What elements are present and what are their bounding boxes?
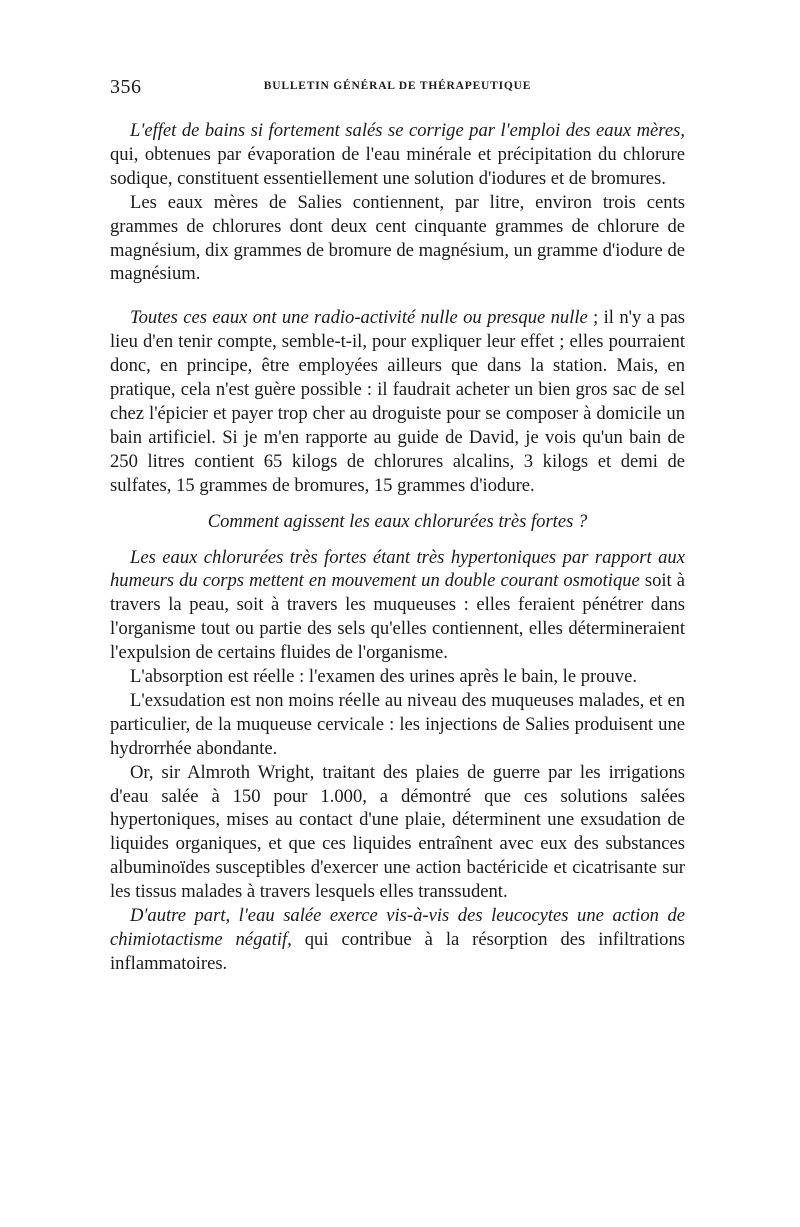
paragraph-eaux-meres-effect [110, 119, 685, 191]
paragraph-osmotic-current [110, 546, 685, 666]
paragraph-chimiotactisme [110, 904, 685, 976]
paragraph-almroth-wright [110, 761, 685, 904]
italic-lead: L'effet de bains si fortement salés se corrige par l'emploi des eaux mères, [130, 120, 685, 141]
paragraph-text: qui, obtenues par évaporation de l'eau minérale et précipitation du chlorure sodique, constituent essentiellement une solution d'iodures et de bromures. [110, 143, 685, 189]
paragraph-text: L'exsudation est non moins réelle au niveau des muqueuses malades, et en particulier, de la muqueuse cervicale : les injections de Salies produisent une hydrorrhée abondante. [110, 689, 685, 759]
italic-lead: Les eaux chlorurées très fortes étant très hypertoniques par rapport aux humeurs du corps mettent en mouvement un double courant osmotique [110, 546, 685, 592]
paragraph-radio-activity [110, 306, 685, 497]
section-subheading: Comment agissent les eaux chlorurées très fortes ? [207, 510, 588, 532]
page-header [110, 76, 685, 100]
paragraph-text: Les eaux mères de Salies contiennent, par litre, environ trois cents grammes de chlorures dont deux cent cinquante grammes de chlorure de magnésium, dix grammes de bromure de magnésium, un gramme d'iodure de magnésium. [110, 191, 685, 285]
page-number: 356 [110, 76, 142, 98]
paragraph-exsudation [110, 689, 685, 761]
italic-lead: D'autre part, l'eau salée exerce vis-à-vis des leucocytes une action de chimiotactisme négatif, [110, 905, 685, 950]
paragraph-text: qui contribue à la résorption des infiltrations inflammatoires. [110, 929, 686, 974]
running-title: BULLETIN GÉNÉRAL DE THÉRAPEUTIQUE [263, 80, 532, 92]
body-text [110, 119, 685, 976]
paragraph-text: L'absorption est réelle : l'examen des urines après le bain, le prouve. [130, 666, 638, 688]
italic-lead: Toutes ces eaux ont une radio-activité nulle ou presque nulle [130, 307, 588, 329]
paragraph-text: soit à travers la peau, soit à travers les muqueuses : elles feraient pénétrer dans l'organisme tout ou partie des sels qu'elles contiennent, elles détermineraient l'expulsion de certains fluides de l'organisme. [110, 570, 686, 664]
paragraph-absorption [110, 665, 685, 689]
paragraph-eaux-meres-composition [110, 191, 685, 287]
paragraph-text: Or, sir Almroth Wright, traitant des plaies de guerre par les irrigations d'eau salée à 150 pour 1.000, a démontré que ces solutions salées hypertoniques, mises au contact d'une plaie, déterminent une exsudation de liquides organiques, et que ces liquides entraînent avec eux des substances albuminoïdes susceptibles d'exercer une action bactéricide et cicatrisante sur les tissus malades à travers lesquels elles transsudent. [110, 761, 685, 903]
paragraph-text: ; il n'y a pas lieu d'en tenir compte, semble-t-il, pour expliquer leur effet ; elles pourraient donc, en principe, être employées ailleurs que dans la station. Mais, en pratique, cela n'est guère possible : il faudrait acheter un bien gros sac de sel chez l'épicier et payer trop cher au droguiste pour se composer à domicile un bain artificiel. Si je m'en rapporte au guide de David, je vois qu'un bain de 250 litres contient 65 kilogs de chlorures alcalins, 3 kilogs et demi de sulfates, 15 grammes de bromures, 15 grammes d'iodure. [110, 307, 685, 496]
